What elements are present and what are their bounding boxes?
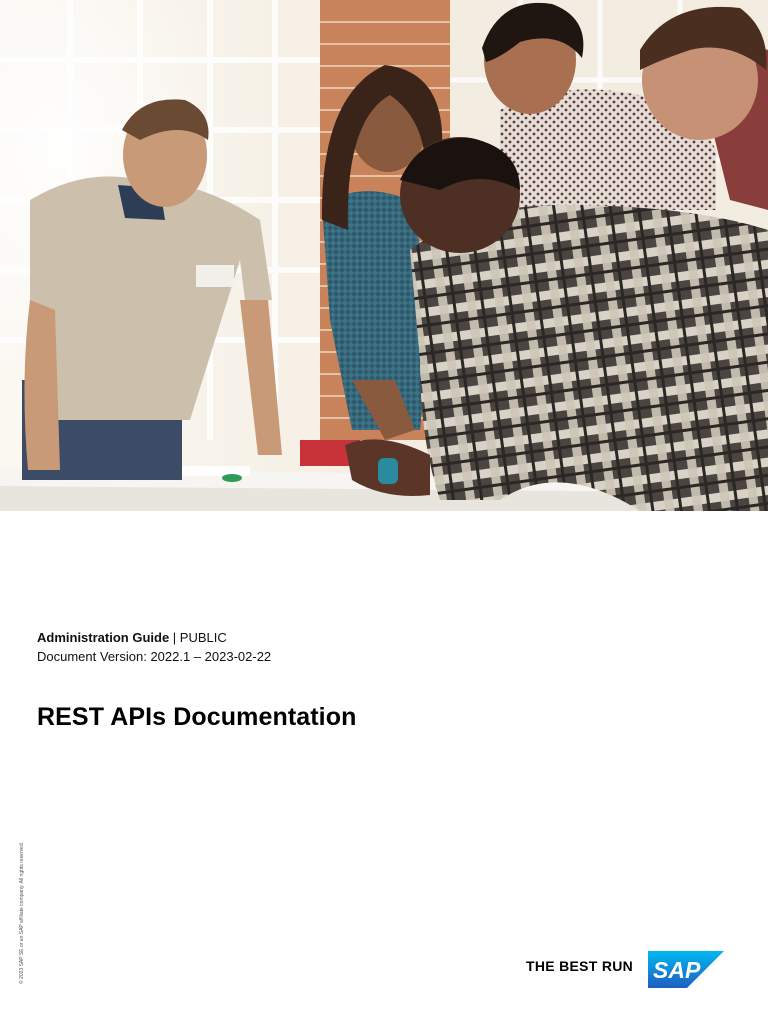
cover-photo [0,0,768,511]
brand-tagline: THE BEST RUN [526,958,634,974]
sap-logo-text: SAP [653,957,701,983]
document-version: Document Version: 2022.1 – 2023-02-22 [37,649,272,664]
document-title: REST APIs Documentation [37,703,357,731]
document-type: Administration Guide [37,630,170,645]
document-visibility: PUBLIC [179,630,227,645]
copyright-notice: © 2023 SAP SE or an SAP affiliate company. All rights reserved. [19,841,25,984]
document-meta [37,628,271,666]
sap-logo-icon [648,951,724,988]
team-meeting-photo-illustration [0,0,768,511]
document-separator: | [169,630,180,645]
document-type-line [37,628,271,647]
sap-logo [648,951,724,988]
